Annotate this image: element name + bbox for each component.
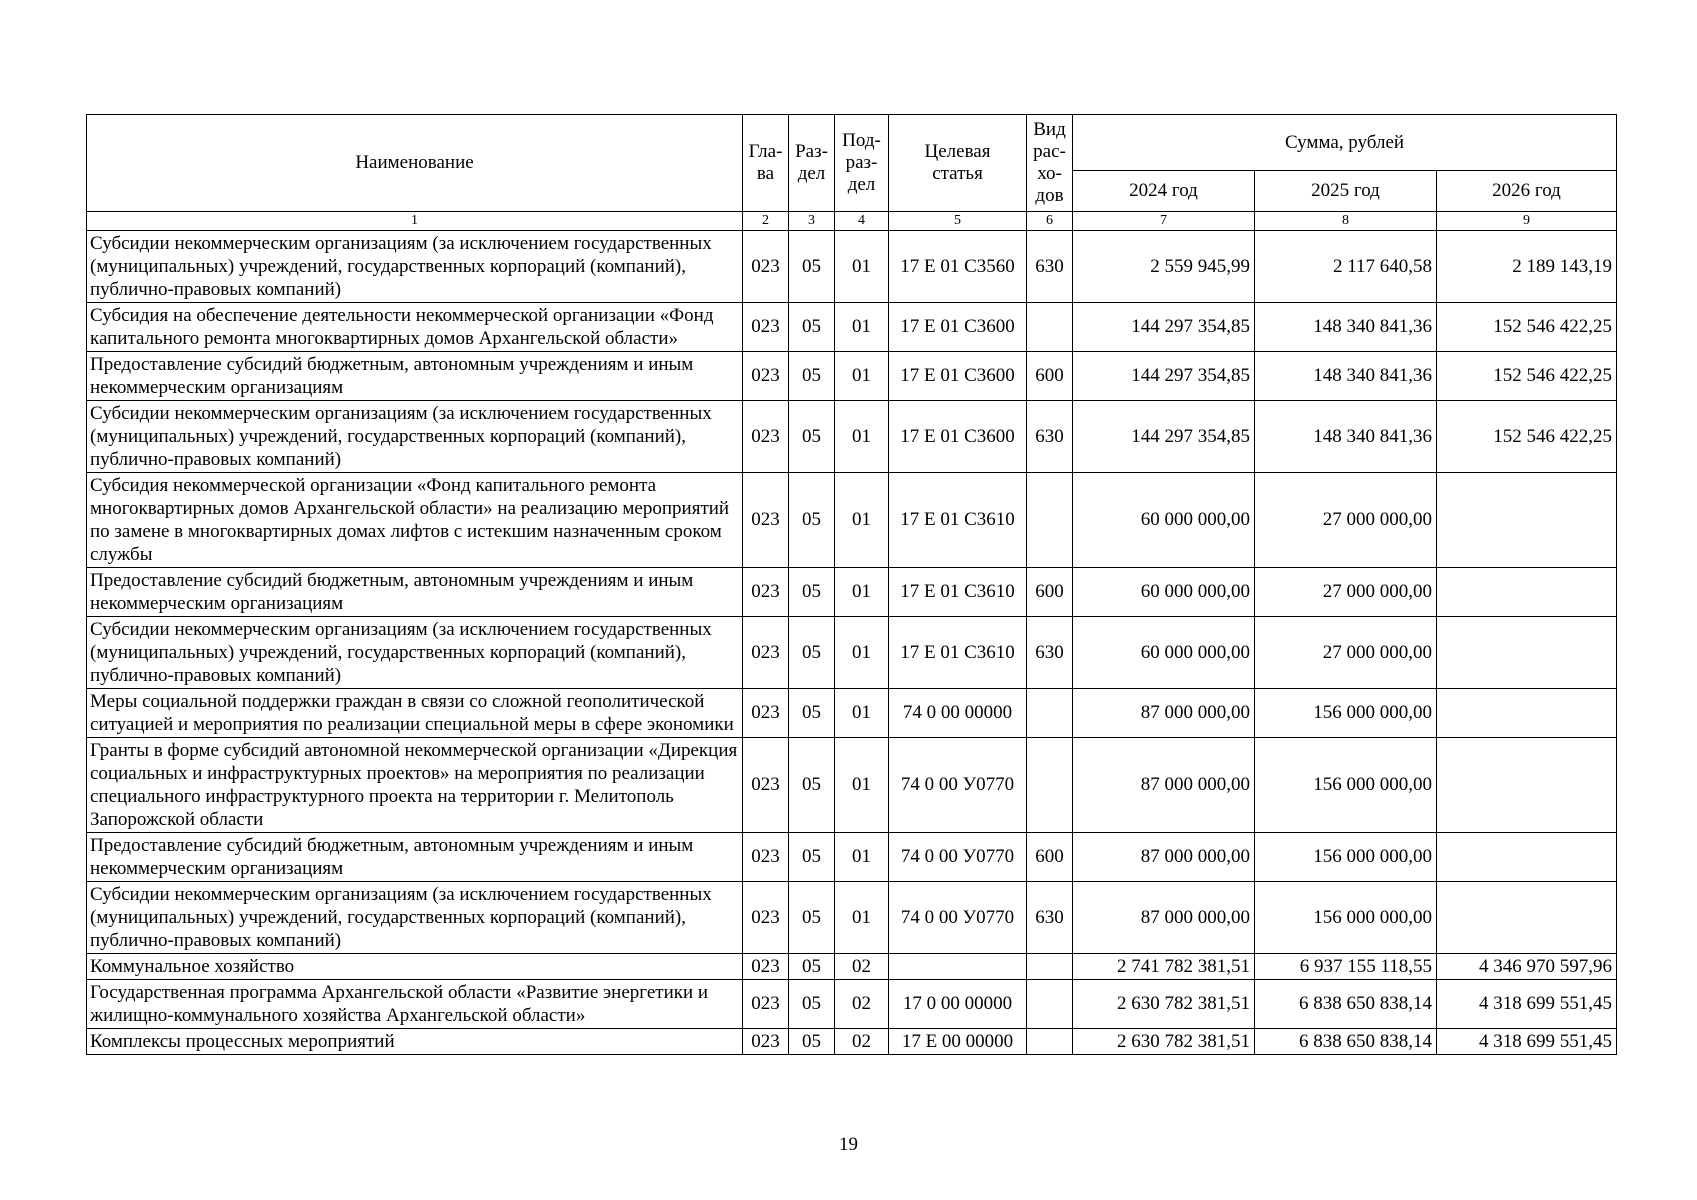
row-amount-2025: 27 000 000,00 [1255, 617, 1437, 689]
row-amount-2025: 156 000 000,00 [1255, 689, 1437, 738]
row-razdel: 05 [789, 473, 835, 568]
table-row [87, 231, 1617, 303]
row-razdel: 05 [789, 738, 835, 833]
table-row [87, 352, 1617, 401]
row-podrazdel: 01 [835, 473, 889, 568]
table-row [87, 568, 1617, 617]
row-amount-2026: 152 546 422,25 [1437, 352, 1617, 401]
row-amount-2024: 144 297 354,85 [1073, 352, 1255, 401]
row-target-article: 74 0 00 00000 [889, 689, 1027, 738]
table-row [87, 954, 1617, 980]
row-podrazdel: 02 [835, 954, 889, 980]
row-podrazdel: 01 [835, 738, 889, 833]
row-name: Субсидии некоммерческим организациям (за исключением государственных (муниципальных) учреждений, государственных корпораций (компаний), публично-правовых компаний) [87, 617, 743, 689]
row-target-article: 17 Е 01 С3610 [889, 473, 1027, 568]
table-row [87, 303, 1617, 352]
row-razdel: 05 [789, 1029, 835, 1055]
row-expense-type [1027, 303, 1073, 352]
row-amount-2024: 2 630 782 381,51 [1073, 980, 1255, 1029]
header-sum: Сумма, рублей [1073, 115, 1617, 171]
row-glava: 023 [743, 738, 789, 833]
row-amount-2026 [1437, 689, 1617, 738]
table-row [87, 1029, 1617, 1055]
row-amount-2025: 156 000 000,00 [1255, 882, 1437, 954]
column-number: 8 [1255, 212, 1437, 231]
row-glava: 023 [743, 882, 789, 954]
row-expense-type: 630 [1027, 617, 1073, 689]
row-amount-2025: 156 000 000,00 [1255, 833, 1437, 882]
row-podrazdel: 01 [835, 303, 889, 352]
table-row [87, 738, 1617, 833]
row-amount-2026 [1437, 882, 1617, 954]
row-razdel: 05 [789, 303, 835, 352]
header-year-2024: 2024 год [1073, 171, 1255, 212]
budget-table [86, 114, 1617, 1055]
row-amount-2024: 60 000 000,00 [1073, 617, 1255, 689]
row-razdel: 05 [789, 401, 835, 473]
row-name: Коммунальное хозяйство [87, 954, 743, 980]
row-glava: 023 [743, 617, 789, 689]
row-amount-2024: 87 000 000,00 [1073, 833, 1255, 882]
row-amount-2024: 144 297 354,85 [1073, 303, 1255, 352]
row-glava: 023 [743, 231, 789, 303]
row-glava: 023 [743, 833, 789, 882]
row-name: Субсидии некоммерческим организациям (за исключением государственных (муниципальных) учреждений, государственных корпораций (компаний), публично-правовых компаний) [87, 231, 743, 303]
row-glava: 023 [743, 352, 789, 401]
row-podrazdel: 01 [835, 833, 889, 882]
row-amount-2026 [1437, 833, 1617, 882]
row-target-article: 17 Е 01 С3560 [889, 231, 1027, 303]
table-row [87, 980, 1617, 1029]
row-amount-2024: 2 741 782 381,51 [1073, 954, 1255, 980]
row-amount-2025: 148 340 841,36 [1255, 303, 1437, 352]
row-target-article: 17 Е 01 С3610 [889, 568, 1027, 617]
row-glava: 023 [743, 1029, 789, 1055]
header-podrazdel: Под- раз- дел [835, 115, 889, 212]
row-amount-2026 [1437, 738, 1617, 833]
row-name: Субсидия некоммерческой организации «Фонд капитального ремонта многоквартирных домов Архангельской области» на реализацию мероприятий по замене в многоквартирных домах лифтов с истекшим назначенным сроком службы [87, 473, 743, 568]
row-podrazdel: 02 [835, 1029, 889, 1055]
table-row [87, 473, 1617, 568]
table-body [87, 231, 1617, 1055]
table-row [87, 617, 1617, 689]
header-name: Наименование [87, 115, 743, 212]
row-amount-2025: 148 340 841,36 [1255, 352, 1437, 401]
row-expense-type: 600 [1027, 568, 1073, 617]
row-expense-type [1027, 954, 1073, 980]
row-razdel: 05 [789, 833, 835, 882]
row-expense-type: 630 [1027, 231, 1073, 303]
row-target-article: 74 0 00 У0770 [889, 738, 1027, 833]
row-amount-2026: 2 189 143,19 [1437, 231, 1617, 303]
row-razdel: 05 [789, 568, 835, 617]
row-target-article: 17 Е 01 С3600 [889, 303, 1027, 352]
row-expense-type [1027, 738, 1073, 833]
row-expense-type [1027, 689, 1073, 738]
row-amount-2025: 27 000 000,00 [1255, 473, 1437, 568]
header-target-article: Целевая статья [889, 115, 1027, 212]
row-podrazdel: 01 [835, 568, 889, 617]
row-name: Предоставление субсидий бюджетным, автономным учреждениям и иным некоммерческим организациям [87, 833, 743, 882]
row-glava: 023 [743, 689, 789, 738]
table-row [87, 833, 1617, 882]
row-razdel: 05 [789, 689, 835, 738]
header-glava: Гла- ва [743, 115, 789, 212]
row-amount-2024: 87 000 000,00 [1073, 738, 1255, 833]
row-target-article: 74 0 00 У0770 [889, 833, 1027, 882]
row-name: Субсидия на обеспечение деятельности некоммерческой организации «Фонд капитального ремонта многоквартирных домов Архангельской области» [87, 303, 743, 352]
row-expense-type [1027, 473, 1073, 568]
row-amount-2024: 87 000 000,00 [1073, 689, 1255, 738]
row-glava: 023 [743, 568, 789, 617]
row-expense-type: 630 [1027, 882, 1073, 954]
row-glava: 023 [743, 303, 789, 352]
row-glava: 023 [743, 954, 789, 980]
header-year-2026: 2026 год [1437, 171, 1617, 212]
header-year-2025: 2025 год [1255, 171, 1437, 212]
row-name: Гранты в форме субсидий автономной некоммерческой организации «Дирекция социальных и инфраструктурных проектов» на мероприятия по реализации специального инфраструктурного проекта на территории г. Мелитополь Запорожской области [87, 738, 743, 833]
row-amount-2024: 2 559 945,99 [1073, 231, 1255, 303]
row-razdel: 05 [789, 231, 835, 303]
row-expense-type [1027, 980, 1073, 1029]
row-target-article [889, 954, 1027, 980]
row-podrazdel: 01 [835, 231, 889, 303]
row-amount-2026 [1437, 473, 1617, 568]
row-name: Комплексы процессных мероприятий [87, 1029, 743, 1055]
row-podrazdel: 01 [835, 882, 889, 954]
row-amount-2024: 87 000 000,00 [1073, 882, 1255, 954]
row-expense-type [1027, 1029, 1073, 1055]
row-amount-2025: 6 838 650 838,14 [1255, 1029, 1437, 1055]
row-amount-2024: 60 000 000,00 [1073, 473, 1255, 568]
table-row [87, 882, 1617, 954]
row-amount-2024: 2 630 782 381,51 [1073, 1029, 1255, 1055]
row-amount-2024: 144 297 354,85 [1073, 401, 1255, 473]
row-amount-2026: 152 546 422,25 [1437, 303, 1617, 352]
row-name: Субсидии некоммерческим организациям (за исключением государственных (муниципальных) учреждений, государственных корпораций (компаний), публично-правовых компаний) [87, 882, 743, 954]
column-number: 4 [835, 212, 889, 231]
column-number: 6 [1027, 212, 1073, 231]
row-amount-2026 [1437, 568, 1617, 617]
row-razdel: 05 [789, 352, 835, 401]
row-amount-2026: 4 346 970 597,96 [1437, 954, 1617, 980]
row-podrazdel: 01 [835, 352, 889, 401]
row-name: Меры социальной поддержки граждан в связи со сложной геополитической ситуацией и мероприятия по реализации специальной меры в сфере экономики [87, 689, 743, 738]
row-expense-type: 600 [1027, 352, 1073, 401]
page-number: 19 [839, 1134, 858, 1155]
row-amount-2025: 27 000 000,00 [1255, 568, 1437, 617]
row-amount-2025: 156 000 000,00 [1255, 738, 1437, 833]
column-number: 3 [789, 212, 835, 231]
table-row [87, 689, 1617, 738]
row-target-article: 17 0 00 00000 [889, 980, 1027, 1029]
header-razdel: Раз- дел [789, 115, 835, 212]
row-name: Предоставление субсидий бюджетным, автономным учреждениям и иным некоммерческим организациям [87, 568, 743, 617]
row-glava: 023 [743, 980, 789, 1029]
column-number: 7 [1073, 212, 1255, 231]
row-expense-type: 600 [1027, 833, 1073, 882]
column-number: 1 [87, 212, 743, 231]
row-amount-2025: 2 117 640,58 [1255, 231, 1437, 303]
row-name: Предоставление субсидий бюджетным, автономным учреждениям и иным некоммерческим организациям [87, 352, 743, 401]
row-podrazdel: 01 [835, 401, 889, 473]
row-amount-2026: 4 318 699 551,45 [1437, 1029, 1617, 1055]
row-razdel: 05 [789, 617, 835, 689]
row-razdel: 05 [789, 882, 835, 954]
header-expense-type: Вид рас- хо- дов [1027, 115, 1073, 212]
row-podrazdel: 02 [835, 980, 889, 1029]
column-number: 9 [1437, 212, 1617, 231]
row-amount-2025: 6 838 650 838,14 [1255, 980, 1437, 1029]
row-target-article: 17 Е 01 С3600 [889, 352, 1027, 401]
row-amount-2024: 60 000 000,00 [1073, 568, 1255, 617]
row-amount-2026: 4 318 699 551,45 [1437, 980, 1617, 1029]
row-amount-2026 [1437, 617, 1617, 689]
row-name: Субсидии некоммерческим организациям (за исключением государственных (муниципальных) учреждений, государственных корпораций (компаний), публично-правовых компаний) [87, 401, 743, 473]
row-amount-2025: 148 340 841,36 [1255, 401, 1437, 473]
row-amount-2026: 152 546 422,25 [1437, 401, 1617, 473]
row-razdel: 05 [789, 980, 835, 1029]
budget-sheet [86, 114, 1617, 1055]
row-target-article: 17 Е 01 С3600 [889, 401, 1027, 473]
row-target-article: 74 0 00 У0770 [889, 882, 1027, 954]
row-target-article: 17 Е 00 00000 [889, 1029, 1027, 1055]
table-row [87, 401, 1617, 473]
column-number-row [87, 212, 1617, 231]
row-glava: 023 [743, 401, 789, 473]
row-amount-2025: 6 937 155 118,55 [1255, 954, 1437, 980]
row-podrazdel: 01 [835, 617, 889, 689]
column-number: 2 [743, 212, 789, 231]
row-target-article: 17 Е 01 С3610 [889, 617, 1027, 689]
column-number: 5 [889, 212, 1027, 231]
row-glava: 023 [743, 473, 789, 568]
row-name: Государственная программа Архангельской области «Развитие энергетики и жилищно-коммунального хозяйства Архангельской области» [87, 980, 743, 1029]
row-expense-type: 630 [1027, 401, 1073, 473]
row-podrazdel: 01 [835, 689, 889, 738]
row-razdel: 05 [789, 954, 835, 980]
